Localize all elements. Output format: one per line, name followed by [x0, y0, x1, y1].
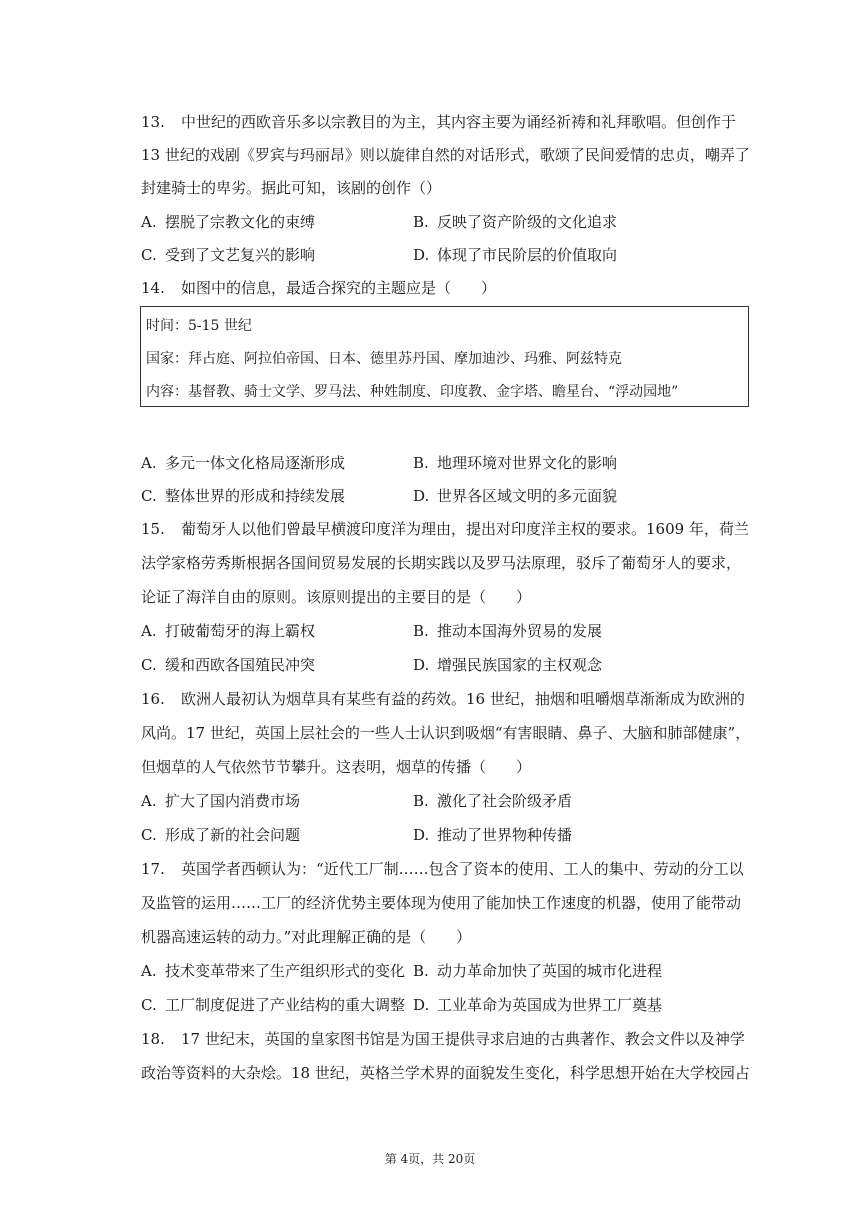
question-15-number: 15. [141, 520, 165, 538]
question-16-line-2: 风尚。17 世纪，英国上层社会的一些人士认识到吸烟“有害眼睛、鼻子、大脑和肺部健康”， [141, 724, 751, 742]
question-16-number: 16. [141, 690, 165, 708]
question-16-option-c[interactable]: C. 形成了新的社会问题 [141, 826, 301, 844]
question-17-option-d[interactable]: D. 工业革命为英国成为世界工厂奠基 [413, 996, 663, 1014]
question-16-line-1: 16. 欧洲人最初认为烟草具有某些有益的药效。16 世纪，抽烟和咀嚼烟草渐渐成为欧洲的 [141, 690, 745, 708]
question-17-option-b[interactable]: B. 动力革命加快了英国的城市化进程 [413, 962, 663, 980]
question-18-line-1: 18. 17 世纪末，英国的皇家图书馆是为国王提供寻求启迪的古典著作、教会文件以及神学 [141, 1030, 745, 1048]
info-box-countries: 国家：拜占庭、阿拉伯帝国、日本、德里苏丹国、摩加迪沙、玛雅、阿兹特克 [146, 351, 622, 367]
question-13-line-2: 13 世纪的戏剧《罗宾与玛丽昂》则以旋律自然的对话形式，歌颂了民间爱情的忠贞，嘲弄了 [141, 146, 750, 164]
question-16-option-a[interactable]: A. 扩大了国内消费市场 [141, 792, 301, 810]
question-14-number: 14. [141, 279, 165, 297]
question-15-line-1: 15. 葡萄牙人以他们曾最早横渡印度洋为理由，提出对印度洋主权的要求。1609 年，荷兰 [141, 520, 749, 538]
question-17-line-1: 17. 英国学者西顿认为：“近代工厂制……包含了资本的使用、工人的集中、劳动的分工以 [141, 860, 744, 878]
question-16-line-3: 但烟草的人气依然节节攀升。这表明，烟草的传播（ ） [141, 758, 532, 776]
question-15-option-b[interactable]: B. 推动本国海外贸易的发展 [413, 622, 603, 640]
question-13-option-c[interactable]: C. 受到了文艺复兴的影响 [141, 246, 316, 264]
question-18-line-2: 政治等资料的大杂烩。18 世纪，英格兰学术界的面貌发生变化，科学思想开始在大学校园占 [141, 1064, 750, 1082]
info-box [140, 306, 749, 407]
question-13-option-b[interactable]: B. 反映了资产阶级的文化追求 [413, 213, 618, 231]
question-14-option-d[interactable]: D. 世界各区域文明的多元面貌 [413, 487, 618, 505]
page-footer: 第 4页，共 20页 [384, 1152, 476, 1166]
question-16-option-b[interactable]: B. 激化了社会阶级矛盾 [413, 792, 573, 810]
question-15-line-2: 法学家格劳秀斯根据各国间贸易发展的长期实践以及罗马法原理，驳斥了葡萄牙人的要求， [141, 554, 742, 572]
question-18-number: 18. [141, 1030, 165, 1048]
question-13-line-1: 13. 中世纪的西欧音乐多以宗教目的为主，其内容主要为诵经祈祷和礼拜歌唱。但创作于 [141, 113, 737, 131]
question-16-option-d[interactable]: D. 推动了世界物种传播 [413, 826, 573, 844]
question-14-option-b[interactable]: B. 地理环境对世界文化的影响 [413, 454, 618, 472]
question-17-number: 17. [141, 860, 165, 878]
question-17-line-3: 机器高速运转的动力。”对此理解正确的是（ ） [141, 928, 472, 946]
question-14-option-a[interactable]: A. 多元一体文化格局逐渐形成 [141, 454, 346, 472]
info-box-content: 内容：基督教、骑士文学、罗马法、种姓制度、印度教、金字塔、瞻星台、“浮动园地” [146, 384, 679, 400]
question-17-line-2: 及监管的运用……工厂的经济优势主要体现为使用了能加快工作速度的机器，使用了能带动 [141, 894, 742, 912]
question-15-line-3: 论证了海洋自由的原则。该原则提出的主要目的是（ ） [141, 588, 532, 606]
question-14-line-1: 14. 如图中的信息，最适合探究的主题应是（ ） [141, 279, 497, 297]
question-13-number: 13. [141, 113, 165, 131]
question-17-option-a[interactable]: A. 技术变革带来了生产组织形式的变化 [141, 962, 406, 980]
question-13-option-d[interactable]: D. 体现了市民阶层的价值取向 [413, 246, 618, 264]
question-13-line-3: 封建骑士的卑劣。据此可知，该剧的创作（） [141, 179, 442, 197]
question-14-option-c[interactable]: C. 整体世界的形成和持续发展 [141, 487, 346, 505]
question-17-option-c[interactable]: C. 工厂制度促进了产业结构的重大调整 [141, 996, 406, 1014]
question-15-option-a[interactable]: A. 打破葡萄牙的海上霸权 [141, 622, 316, 640]
question-15-option-d[interactable]: D. 增强民族国家的主权观念 [413, 656, 603, 674]
question-15-option-c[interactable]: C. 缓和西欧各国殖民冲突 [141, 656, 316, 674]
info-box-time: 时间：5-15 世纪 [146, 318, 252, 334]
question-13-option-a[interactable]: A. 摆脱了宗教文化的束缚 [141, 213, 316, 231]
